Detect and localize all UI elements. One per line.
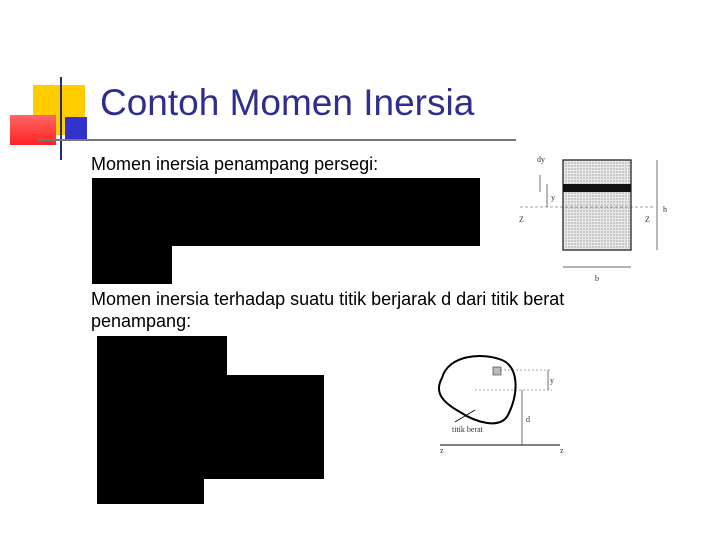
rectangle-section xyxy=(563,160,631,250)
label-d: d xyxy=(526,415,530,424)
area-element xyxy=(493,367,501,375)
redacted-formula-2c xyxy=(97,476,204,504)
arbitrary-section-figure xyxy=(420,350,580,485)
label-y: y xyxy=(550,376,554,385)
label-z-left: Z xyxy=(519,215,524,224)
vertical-rule xyxy=(60,77,62,160)
redacted-formula-1b xyxy=(92,244,172,284)
slide-title: Contoh Momen Inersia xyxy=(100,82,475,123)
label-dy: dy xyxy=(537,155,545,164)
label-h: h xyxy=(663,205,667,214)
section-outline xyxy=(439,356,516,423)
label-z-right: z xyxy=(560,446,564,455)
redacted-formula-2 xyxy=(97,336,227,378)
title-underline xyxy=(38,139,516,141)
label-titik-berat: titik berat xyxy=(452,425,483,434)
label-y: y xyxy=(551,193,555,202)
blue-square-decoration xyxy=(65,117,87,139)
redacted-formula-2b xyxy=(97,375,324,479)
label-z-left: z xyxy=(440,446,444,455)
strip-dy xyxy=(563,184,631,192)
text-parallel-axis-section: Momen inersia terhadap suatu titik berjarak d dari titik berat penampang: xyxy=(91,289,565,331)
redacted-formula-1 xyxy=(92,178,480,246)
text-square-section: Momen inersia penampang persegi: xyxy=(91,154,379,174)
label-b: b xyxy=(595,274,599,283)
label-z-right: Z xyxy=(645,215,650,224)
rectangle-section-figure xyxy=(505,150,675,285)
